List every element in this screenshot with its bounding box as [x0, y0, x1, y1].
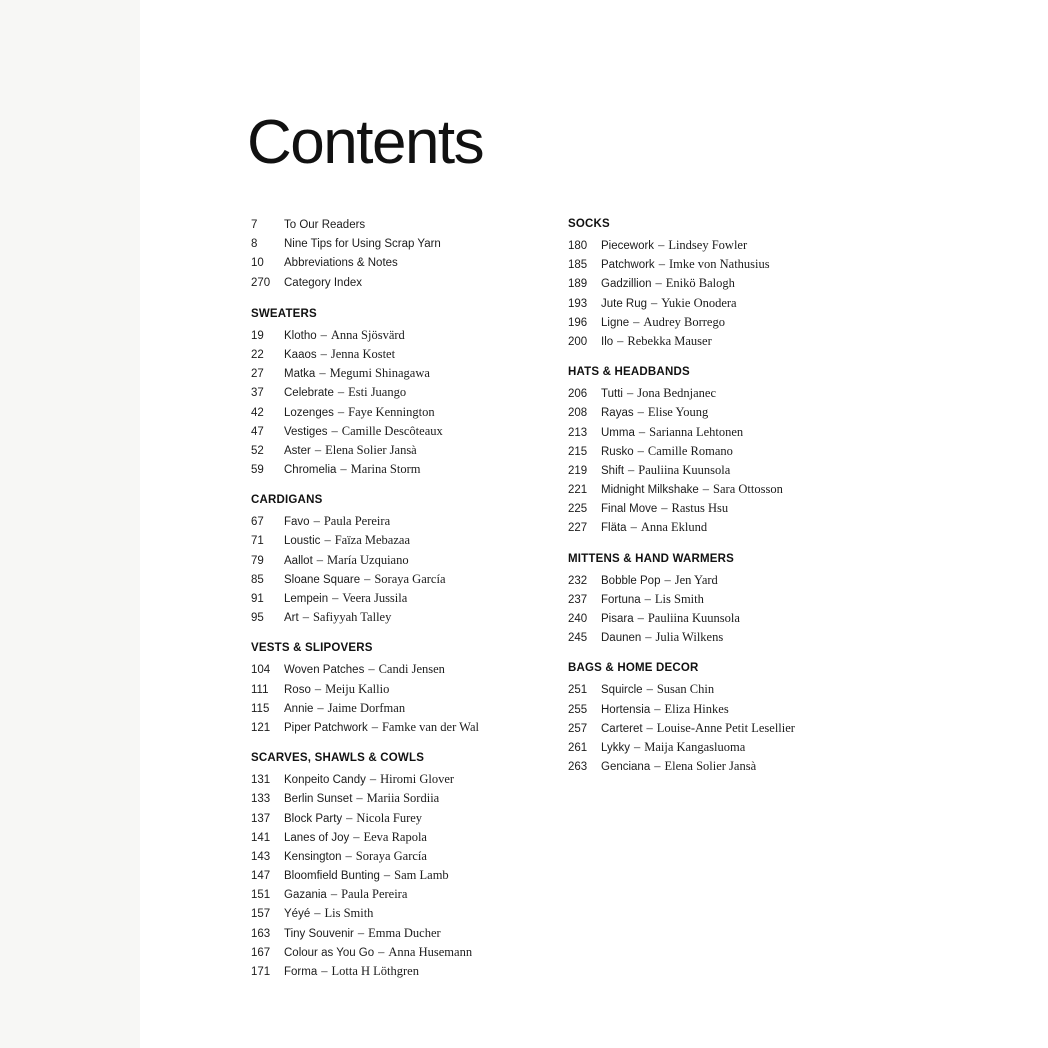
dash-separator: –	[664, 572, 671, 587]
page-number: 219	[568, 464, 588, 477]
page-number: 111	[251, 683, 269, 696]
dash-separator: –	[633, 739, 641, 754]
designer-name: Rebekka Mauser	[627, 333, 712, 348]
page-number: 79	[251, 554, 264, 567]
designer-name: Rastus Hsu	[671, 501, 729, 516]
page-number: 206	[568, 388, 588, 401]
toc-entry[interactable]	[568, 480, 795, 499]
pattern-title: Lozenges	[284, 406, 334, 419]
dash-separator: –	[302, 610, 309, 625]
page-number: 167	[251, 946, 271, 959]
dash-separator: –	[645, 630, 652, 645]
designer-name: Anna Eklund	[640, 520, 708, 535]
pattern-title: Vestiges	[284, 425, 328, 438]
dash-separator: –	[383, 868, 391, 883]
dash-separator: –	[345, 848, 352, 863]
toc-entry[interactable]	[251, 699, 479, 718]
designer-name: Marina Storm	[350, 462, 421, 477]
page-number: 215	[568, 445, 588, 458]
designer-name: Soraya García	[355, 848, 427, 863]
designer-name: Hiromi Glover	[380, 772, 455, 787]
pattern-title: Category Index	[284, 276, 362, 289]
toc-section-front-matter	[251, 216, 479, 293]
dash-separator: –	[658, 257, 665, 272]
pattern-title: Midnight Milkshake	[601, 484, 699, 497]
pattern-title: Colour as You Go	[284, 946, 375, 959]
toc-section-mittens-and-hand-warmers	[568, 551, 795, 648]
toc-entry[interactable]	[568, 700, 795, 719]
pattern-title: Berlin Sunset	[284, 793, 353, 806]
toc-entry[interactable]	[251, 680, 479, 699]
toc-entry[interactable]	[251, 962, 479, 981]
dash-separator: –	[638, 424, 646, 439]
pattern-title: Lanes of Joy	[284, 831, 350, 844]
page-number: 42	[251, 406, 264, 419]
toc-entry[interactable]	[251, 866, 479, 885]
designer-name: Elise Young	[647, 405, 709, 420]
dash-separator: –	[369, 772, 377, 787]
toc-entry[interactable]	[251, 326, 479, 345]
dash-separator: –	[337, 404, 345, 419]
dash-separator: –	[661, 501, 668, 516]
toc-entry[interactable]	[251, 551, 479, 570]
pattern-title: Art	[284, 612, 299, 625]
pattern-title: Lykky	[601, 741, 630, 754]
toc-entry[interactable]	[568, 757, 795, 776]
page-number: 208	[568, 407, 588, 420]
pattern-title: Bobble Pop	[601, 574, 661, 587]
dash-separator: –	[378, 944, 385, 959]
pattern-title: Piper Patchwork	[284, 721, 368, 734]
pattern-title: Abbreviations & Notes	[284, 257, 398, 270]
dash-separator: –	[368, 662, 375, 677]
toc-entry[interactable]	[251, 383, 479, 402]
toc-entry[interactable]	[568, 719, 795, 738]
page-number: 19	[251, 329, 264, 342]
pattern-title: Nine Tips for Using Scrap Yarn	[284, 238, 441, 251]
dash-separator: –	[340, 462, 347, 477]
section-heading: SOCKS	[568, 218, 610, 230]
designer-name: Pauliina Kuunsola	[638, 462, 731, 477]
pattern-title: Piecework	[601, 240, 655, 252]
designer-name: Imke von Nathusius	[668, 257, 770, 272]
toc-entry[interactable]	[568, 571, 795, 590]
pattern-title: Umma	[601, 426, 635, 439]
pattern-title: Ilo	[601, 335, 614, 348]
page-number: 263	[568, 761, 588, 774]
pattern-title: Kensington	[284, 850, 342, 863]
pattern-title: Annie	[284, 702, 314, 715]
page-number: 133	[251, 793, 271, 806]
page-number: 251	[568, 684, 588, 697]
page-number: 22	[251, 348, 264, 361]
pattern-title: Konpeito Candy	[284, 774, 366, 787]
pattern-title: Forma	[284, 966, 318, 978]
designer-name: Lis Smith	[324, 906, 374, 921]
page-number: 131	[251, 774, 271, 787]
toc-entry[interactable]	[251, 345, 479, 364]
pattern-title: Lempein	[284, 593, 329, 605]
pattern-title: To Our Readers	[284, 219, 366, 231]
designer-name: Camille Descôteaux	[341, 423, 443, 438]
toc-entry[interactable]	[568, 294, 795, 313]
page-number: 185	[568, 259, 588, 272]
toc-right-column	[568, 216, 795, 776]
section-heading: BAGS & HOME DECOR	[568, 662, 699, 675]
pattern-title: Tutti	[601, 388, 623, 401]
page-number: 200	[568, 335, 588, 348]
dash-separator: –	[637, 405, 644, 420]
designer-name: Jona Bednjanec	[637, 386, 716, 401]
page-number: 225	[568, 503, 588, 516]
dash-separator: –	[332, 591, 339, 605]
pattern-title: Yéyé	[284, 908, 311, 921]
pattern-title: Klotho	[284, 329, 317, 342]
page-number: 71	[251, 535, 264, 548]
dash-separator: –	[644, 591, 651, 606]
toc-entry[interactable]	[568, 680, 795, 699]
page-number: 27	[251, 368, 264, 381]
designer-name: Esti Juango	[348, 385, 407, 400]
page-number: 196	[568, 316, 588, 329]
toc-entry[interactable]	[251, 512, 479, 531]
designer-name: Yukie Onodera	[661, 295, 737, 310]
designer-name: Paula Pereira	[341, 887, 408, 902]
toc-entry[interactable]	[251, 770, 479, 789]
designer-name: Megumi Shinagawa	[329, 366, 430, 381]
toc-entry[interactable]	[568, 609, 795, 628]
page-number: 10	[251, 257, 264, 270]
pattern-title: Gadzillion	[601, 278, 652, 291]
designer-name: Lotta H Löthgren	[331, 964, 419, 978]
toc-entry[interactable]	[251, 904, 479, 923]
toc-entry[interactable]	[251, 364, 479, 383]
page-number: 143	[251, 850, 271, 863]
pattern-title: Aallot	[284, 554, 313, 567]
pattern-title: Final Move	[601, 503, 658, 516]
dash-separator: –	[637, 611, 644, 625]
pattern-title: Carteret	[601, 722, 643, 735]
designer-name: Anna Husemann	[388, 944, 473, 959]
designer-name: Eliza Hinkes	[664, 701, 729, 716]
pattern-title: Gazania	[284, 889, 327, 902]
page-number: 255	[568, 703, 588, 716]
page-number: 257	[568, 722, 588, 735]
dash-separator: –	[316, 552, 324, 567]
pattern-title: Roso	[284, 683, 311, 696]
toc-entry[interactable]	[568, 461, 795, 480]
dash-separator: –	[331, 423, 338, 438]
dash-separator: –	[317, 700, 324, 715]
dash-separator: –	[364, 571, 371, 586]
page-number: 227	[568, 522, 588, 535]
designer-name: Jenna Kostet	[330, 346, 396, 361]
toc-entry[interactable]	[568, 442, 795, 461]
page-number: 47	[251, 425, 264, 438]
pattern-title: Celebrate	[284, 387, 334, 400]
dash-separator: –	[314, 681, 322, 696]
toc-section-socks	[568, 216, 795, 351]
pattern-title: Squircle	[601, 684, 643, 697]
dash-separator: –	[357, 925, 365, 940]
page-number: 151	[251, 889, 271, 902]
page-number: 67	[251, 516, 264, 529]
toc-entry[interactable]	[568, 384, 795, 403]
designer-name: Pauliina Kuunsola	[647, 611, 740, 625]
pattern-title: Daunen	[601, 632, 642, 645]
pattern-title: Bloomfield Bunting	[284, 870, 380, 883]
page-number: 8	[251, 238, 258, 251]
toc-entry[interactable]	[251, 789, 479, 808]
pattern-title: Favo	[284, 516, 310, 529]
designer-name: Famke van der Wal	[381, 719, 479, 734]
dash-separator: –	[330, 887, 338, 902]
section-heading: CARDIGANS	[251, 494, 323, 507]
pattern-title: Aster	[284, 444, 311, 457]
designer-name: María Uzquiano	[327, 552, 409, 567]
page-number: 91	[251, 593, 264, 605]
toc-left-column	[251, 216, 479, 981]
toc-entry[interactable]	[251, 828, 479, 847]
designer-name: Nicola Furey	[356, 810, 423, 825]
dash-separator: –	[356, 791, 363, 806]
designer-name: Audrey Borrego	[643, 314, 725, 329]
page-number: 270	[251, 276, 271, 289]
dash-separator: –	[617, 333, 624, 348]
dash-separator: –	[646, 720, 653, 735]
dash-separator: –	[626, 386, 634, 401]
dash-separator: –	[637, 443, 644, 458]
dash-separator: –	[654, 701, 661, 716]
dash-separator: –	[314, 906, 321, 921]
page-number: 121	[251, 721, 271, 734]
page-number: 85	[251, 573, 264, 586]
toc-entry[interactable]	[251, 216, 479, 235]
page-number: 37	[251, 387, 264, 400]
toc-entry[interactable]	[251, 274, 479, 293]
page-number: 180	[568, 240, 588, 252]
toc-section-sweaters	[251, 306, 479, 480]
designer-name: Meiju Kallio	[325, 681, 390, 696]
toc-entry[interactable]	[568, 313, 795, 332]
designer-name: Jaime Dorfman	[327, 700, 406, 715]
pattern-title: Sloane Square	[284, 573, 361, 586]
pattern-title: Pisara	[601, 613, 634, 625]
page-number: 147	[251, 870, 271, 883]
toc-entry[interactable]	[568, 590, 795, 609]
toc-entry[interactable]	[251, 235, 479, 254]
toc-entry[interactable]	[568, 423, 795, 442]
page-number: 232	[568, 574, 588, 587]
pattern-title: Chromelia	[284, 464, 337, 477]
dash-separator: –	[651, 295, 658, 310]
toc-entry[interactable]	[251, 885, 479, 904]
designer-name: Anna Sjösvärd	[330, 327, 405, 342]
dash-separator: –	[337, 385, 345, 400]
designer-name: Camille Romano	[647, 443, 733, 458]
page-number: 95	[251, 612, 264, 625]
designer-name: Louise-Anne Petit Lesellier	[656, 720, 795, 735]
dash-separator: –	[371, 719, 378, 734]
dash-separator: –	[655, 276, 662, 291]
designer-name: Sara Ottosson	[713, 482, 783, 497]
page-number: 193	[568, 297, 588, 310]
page-number: 52	[251, 444, 264, 457]
page-number: 104	[251, 664, 271, 677]
page-number: 189	[568, 278, 588, 291]
page-number: 261	[568, 741, 588, 754]
designer-name: Eeva Rapola	[363, 829, 427, 844]
designer-name: Elena Solier Jansà	[664, 759, 757, 774]
toc-entry[interactable]	[251, 460, 479, 479]
toc-entry[interactable]	[568, 255, 795, 274]
designer-name: Enikö Balogh	[665, 276, 735, 291]
pattern-title: Block Party	[284, 812, 343, 825]
dash-separator: –	[321, 964, 328, 978]
toc-entry[interactable]	[251, 608, 479, 627]
page-number: 115	[251, 702, 270, 715]
toc-entry[interactable]	[251, 403, 479, 422]
toc-section-bags-and-home-decor	[568, 660, 795, 776]
page-number: 245	[568, 632, 588, 645]
toc-entry[interactable]	[251, 570, 479, 589]
toc-entry[interactable]	[251, 441, 479, 460]
toc-entry[interactable]	[568, 332, 795, 351]
dash-separator: –	[646, 682, 653, 697]
pattern-title: Shift	[601, 464, 625, 477]
pattern-title: Fortuna	[601, 593, 641, 606]
toc-entry[interactable]	[251, 924, 479, 943]
page-number: 157	[251, 908, 271, 921]
page-number: 163	[251, 927, 271, 940]
toc-entry[interactable]	[251, 943, 479, 962]
pattern-title: Ligne	[601, 316, 630, 329]
pattern-title: Patchwork	[601, 259, 655, 272]
dash-separator: –	[658, 238, 665, 252]
designer-name: Faye Kennington	[348, 404, 435, 419]
toc-section-scarves-shawls-and-cowls	[251, 750, 479, 981]
page-number: 221	[568, 484, 588, 497]
designer-name: Elena Solier Jansà	[325, 442, 417, 457]
designer-name: Soraya García	[374, 571, 446, 586]
designer-name: Sam Lamb	[394, 868, 449, 883]
pattern-title: Woven Patches	[284, 664, 365, 677]
dash-separator: –	[320, 346, 327, 361]
toc-entry[interactable]	[568, 274, 795, 293]
section-heading: HATS & HEADBANDS	[568, 366, 690, 379]
section-heading: SWEATERS	[251, 307, 317, 320]
toc-section-cardigans	[251, 492, 479, 627]
pattern-title: Hortensia	[601, 703, 651, 716]
toc-entry[interactable]	[568, 499, 795, 518]
designer-name: Maija Kangasluoma	[644, 739, 746, 754]
pattern-title: Rusko	[601, 445, 634, 458]
toc-entry[interactable]	[568, 236, 795, 255]
toc-section-hats-and-headbands	[568, 364, 795, 538]
designer-name: Jen Yard	[674, 572, 718, 587]
dash-separator: –	[702, 482, 710, 497]
toc-entry[interactable]	[251, 660, 479, 679]
toc-entry[interactable]	[251, 531, 479, 550]
dash-separator: –	[346, 810, 353, 825]
designer-name: Candi Jensen	[378, 662, 445, 677]
dash-separator: –	[319, 366, 326, 381]
dash-separator: –	[320, 327, 327, 342]
pattern-title: Matka	[284, 368, 316, 381]
designer-name: Emma Ducher	[368, 925, 441, 940]
page-number: 141	[251, 831, 271, 844]
toc-entry[interactable]	[251, 422, 479, 441]
designer-name: Susan Chin	[656, 682, 715, 697]
pattern-title: Genciana	[601, 761, 651, 774]
designer-name: Paula Pereira	[323, 514, 391, 529]
section-heading: SCARVES, SHAWLS & COWLS	[251, 752, 425, 765]
dash-separator: –	[630, 520, 637, 535]
page-number: 59	[251, 464, 264, 477]
pattern-title: Loustic	[284, 535, 321, 548]
toc-entry[interactable]	[251, 254, 479, 273]
dash-separator: –	[314, 442, 322, 457]
pattern-title: Jute Rug	[601, 297, 648, 310]
toc-entry[interactable]	[251, 589, 479, 608]
designer-name: Faïza Mebazaa	[334, 533, 410, 548]
dash-separator: –	[324, 533, 331, 548]
page-number: 237	[568, 593, 588, 606]
dash-separator: –	[353, 829, 360, 844]
page-number: 137	[251, 812, 271, 825]
page-number: 7	[251, 219, 258, 231]
page-number: 213	[568, 426, 588, 439]
toc-entry[interactable]	[568, 518, 795, 537]
designer-name: Mariia Sordiia	[366, 791, 440, 806]
toc-section-vests-and-slipovers	[251, 640, 479, 737]
section-heading: VESTS & SLIPOVERS	[251, 642, 373, 655]
page-title: Contents	[247, 108, 484, 177]
section-heading: MITTENS & HAND WARMERS	[568, 552, 735, 565]
toc-entry[interactable]	[568, 403, 795, 422]
pattern-title: Kaaos	[284, 348, 317, 361]
page-number: 240	[568, 613, 588, 625]
dash-separator: –	[654, 759, 661, 774]
designer-name: Sarianna Lehtonen	[649, 424, 744, 439]
designer-name: Julia Wilkens	[655, 630, 724, 645]
pattern-title: Tiny Souvenir	[284, 927, 354, 940]
dash-separator: –	[313, 514, 320, 529]
designer-name: Safiyyah Talley	[312, 610, 392, 625]
designer-name: Veera Jussila	[342, 591, 408, 605]
toc-entry[interactable]	[568, 738, 795, 757]
pattern-title: Rayas	[601, 407, 634, 420]
dash-separator: –	[633, 314, 640, 329]
toc-entry[interactable]	[251, 718, 479, 737]
pattern-title: Fläta	[601, 522, 627, 535]
dash-separator: –	[628, 462, 635, 477]
page-number: 171	[251, 966, 271, 978]
designer-name: Lis Smith	[654, 591, 704, 606]
designer-name: Lindsey Fowler	[668, 238, 748, 252]
toc-entry[interactable]	[251, 847, 479, 866]
toc-entry[interactable]	[568, 628, 795, 647]
toc-entry[interactable]	[251, 809, 479, 828]
